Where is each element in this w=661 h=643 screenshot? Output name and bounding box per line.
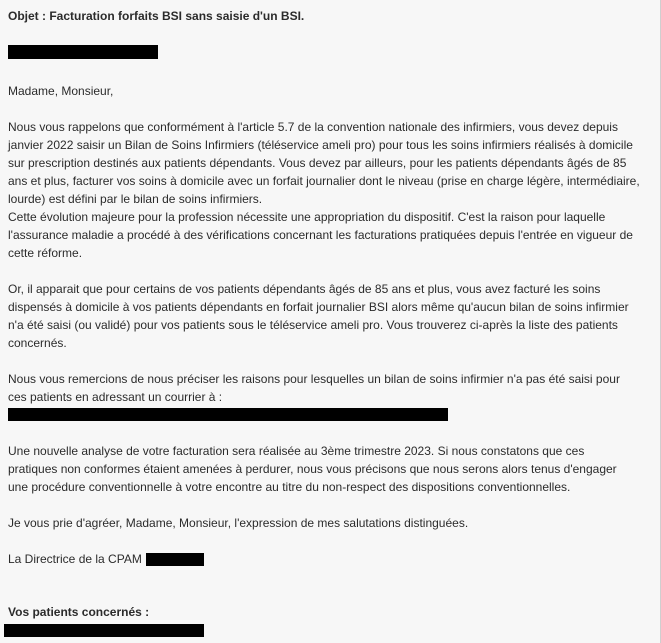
letter-subject: Objet : Facturation forfaits BSI sans saisie d'un BSI. bbox=[8, 9, 305, 23]
salutation: Madame, Monsieur, bbox=[8, 84, 114, 98]
paragraph-1-line-6: Cette évolution majeure pour la profession nécessite une appropriation du dispositif. C'est la raison pour laquelle bbox=[8, 210, 606, 224]
redacted-patient-list bbox=[4, 624, 204, 637]
paragraph-1-line-4: ans et plus, facturer vos soins à domicile avec un forfait journalier dont le niveau (prise en charge légère, intermédiaire, bbox=[8, 174, 640, 188]
redacted-cpam-name bbox=[146, 553, 204, 566]
patients-heading: Vos patients concernés : bbox=[8, 605, 150, 619]
paragraph-2-line-2: dispensés à domicile à vos patients dépendants en forfait journalier BSI alors même qu'aucun bilan de soins infirmier bbox=[8, 300, 629, 314]
paragraph-1-line-1: Nous vous rappelons que conformément à l'article 5.7 de la convention nationale des infirmiers, vous devez depuis bbox=[8, 120, 618, 134]
paragraph-1-line-8: cette réforme. bbox=[8, 246, 83, 260]
paragraph-2-line-3: n'a été saisi (ou validé) pour vos patients sous le téléservice ameli pro. Vous trouverez ci-après la liste des patients bbox=[8, 318, 618, 332]
paragraph-2-line-1: Or, il apparait que pour certains de vos patients dépendants âgés de 85 ans et plus, vous avez facturé les soins bbox=[8, 282, 601, 296]
paragraph-2-line-4: concernés. bbox=[8, 336, 67, 350]
signature-line: La Directrice de la CPAM bbox=[8, 552, 142, 566]
paragraph-3-line-2: ces patients en adressant un courrier à : bbox=[8, 390, 223, 404]
paragraph-1-line-5: lourde) est défini par le bilan de soins infirmiers. bbox=[8, 192, 263, 206]
paragraph-4-line-2: pratiques non conformes étaient amenées à perdurer, nous vous précisons que nous serons alors tenus d'engager bbox=[8, 462, 617, 476]
redacted-reference bbox=[8, 45, 158, 59]
paragraph-1-line-2: janvier 2022 saisir un Bilan de Soins Infirmiers (téléservice ameli pro) pour tous les soins infirmiers réalisés à domicile bbox=[8, 138, 633, 152]
paragraph-1-line-3: sur prescription destinés aux patients dépendants. Vous devez par ailleurs, pour les patients dépendants âgés de 85 bbox=[8, 156, 627, 170]
paragraph-1-line-7: l'assurance maladie a procédé à des vérifications concernant les facturations pratiquées depuis l'entrée en vigueur de bbox=[8, 228, 633, 242]
paragraph-4-line-1: Une nouvelle analyse de votre facturation sera réalisée au 3ème trimestre 2023. Si nous constatons que ces bbox=[8, 444, 585, 458]
paragraph-3-line-1: Nous vous remercions de nous préciser les raisons pour lesquelles un bilan de soins infirmier n'a pas été saisi pour bbox=[8, 372, 620, 386]
paragraph-4-line-3: une procédure conventionnelle à votre encontre au titre du non-respect des dispositions conventionnelles. bbox=[8, 480, 571, 494]
redacted-address bbox=[8, 408, 448, 421]
closing-formula: Je vous prie d'agréer, Madame, Monsieur, l'expression de mes salutations distinguées. bbox=[8, 516, 469, 530]
